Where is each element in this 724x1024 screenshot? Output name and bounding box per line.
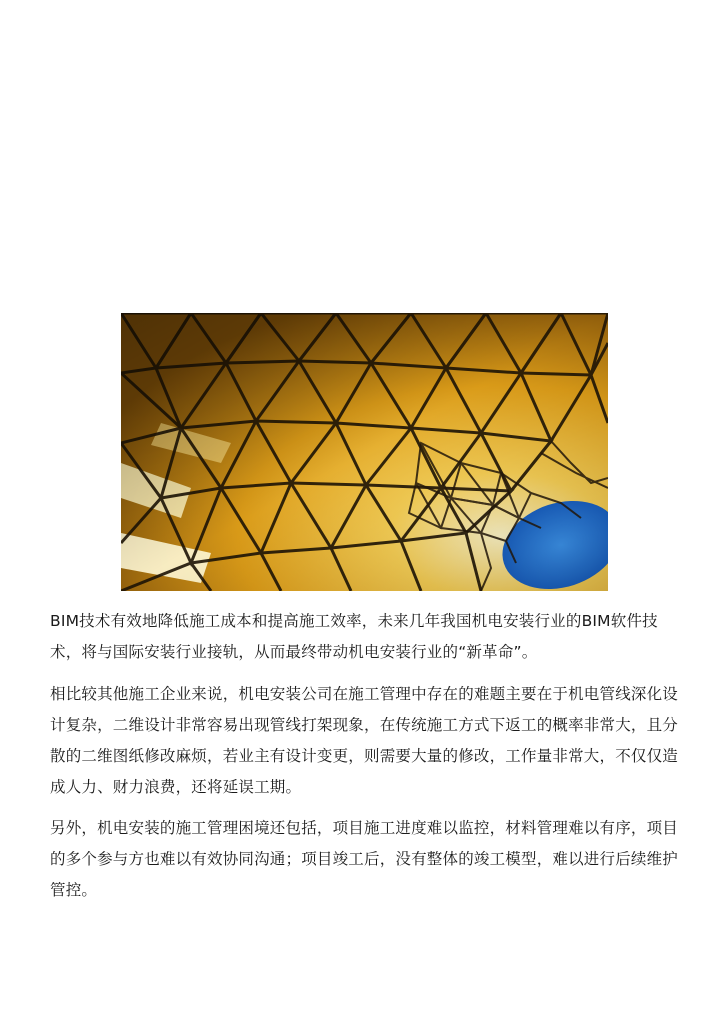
paragraph-line: 的多个参与方也难以有效协同沟通；项目竣工后，没有整体的竣工模型，难以进行后续维护 [50,850,679,868]
paragraph-line: 成人力、财力浪费，还将延误工期。 [50,778,302,796]
paragraph-line: 散的二维图纸修改麻烦，若业主有设计变更，则需要大量的修改，工作量非常大，不仅仅造 [50,747,679,765]
paragraph-line: 计复杂，二维设计非常容易出现管线打架现象，在传统施工方式下返工的概率非常大，且分 [50,716,679,734]
paragraph-line: 术，将与国际安装行业接轨，从而最终带动机电安装行业的“新革命”。 [50,643,538,661]
paragraph-line: 管控。 [50,881,98,899]
paragraph-line: BIM技术有效地降低施工成本和提高施工效率，未来几年我国机电安装行业的BIM软件技 [50,612,658,630]
atrium-glass-dome-photo [121,313,608,591]
paragraph-line: 另外，机电安装的施工管理困境还包括，项目施工进度难以监控，材料管理难以有序，项目 [50,819,679,837]
paragraph-management-challenges [50,679,680,803]
paragraph-line: 相比较其他施工企业来说，机电安装公司在施工管理中存在的难题主要在于机电管线深化设 [50,685,679,703]
paragraph-bim-efficiency [50,606,680,668]
paragraph-other-difficulties [50,813,680,906]
